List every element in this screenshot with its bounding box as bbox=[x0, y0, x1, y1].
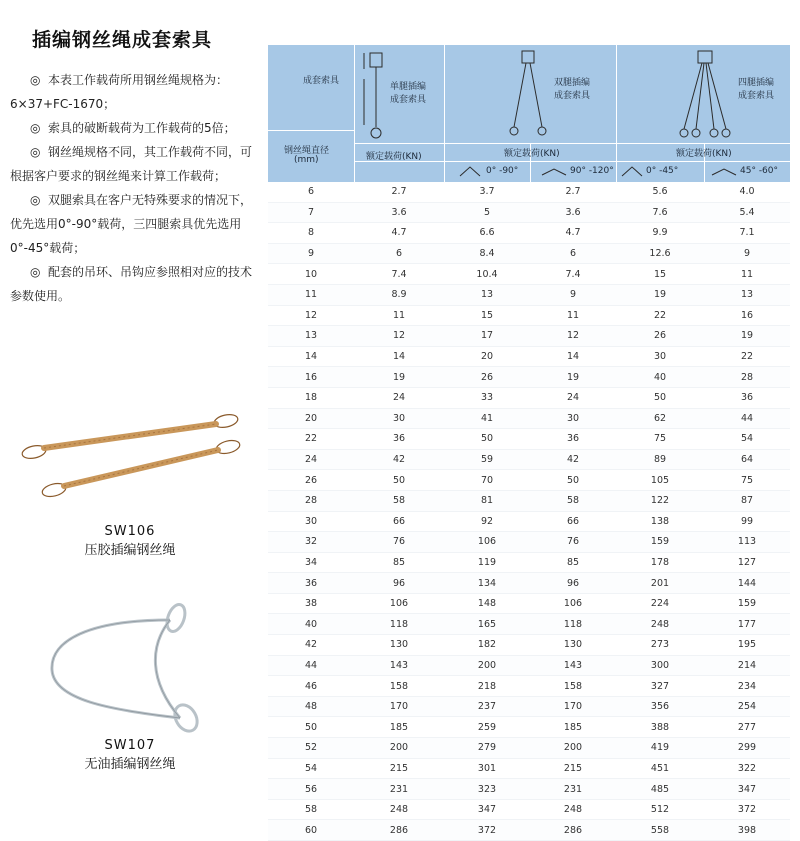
load-cell: 113 bbox=[704, 532, 790, 553]
load-cell: 286 bbox=[354, 820, 444, 841]
load-cell: 356 bbox=[616, 696, 704, 717]
note-item: ◎ 钢丝绳规格不同，其工作载荷不同，可根据客户要求的钢丝绳来计算工作载荷； bbox=[10, 140, 260, 188]
load-cell: 12 bbox=[530, 326, 616, 347]
load-cell: 185 bbox=[354, 717, 444, 738]
bullet-icon: ◎ bbox=[30, 73, 41, 87]
load-cell: 59 bbox=[444, 449, 530, 470]
product-code: SW106 bbox=[104, 524, 156, 539]
load-cell: 419 bbox=[616, 738, 704, 759]
page-title: 插编钢丝绳成套索具 bbox=[32, 29, 213, 51]
load-cell: 12.6 bbox=[616, 243, 704, 264]
table-row bbox=[268, 305, 790, 326]
angle-icon bbox=[620, 164, 644, 178]
diameter-cell: 26 bbox=[268, 470, 354, 491]
load-cell: 66 bbox=[530, 511, 616, 532]
diameter-cell: 20 bbox=[268, 408, 354, 429]
diameter-cell: 40 bbox=[268, 614, 354, 635]
load-cell: 87 bbox=[704, 490, 790, 511]
load-cell: 50 bbox=[530, 470, 616, 491]
load-cell: 237 bbox=[444, 696, 530, 717]
table-row bbox=[268, 264, 790, 285]
table-row bbox=[268, 676, 790, 697]
load-cell: 127 bbox=[704, 552, 790, 573]
load-cell: 182 bbox=[444, 635, 530, 656]
product-sw107 bbox=[60, 738, 200, 772]
load-cell: 558 bbox=[616, 820, 704, 841]
load-cell: 322 bbox=[704, 758, 790, 779]
load-cell: 5.4 bbox=[704, 202, 790, 223]
load-cell: 327 bbox=[616, 676, 704, 697]
load-cell: 170 bbox=[530, 696, 616, 717]
diameter-cell: 22 bbox=[268, 429, 354, 450]
load-cell: 16 bbox=[704, 305, 790, 326]
load-cell: 30 bbox=[530, 408, 616, 429]
load-cell: 231 bbox=[530, 779, 616, 800]
rated-load-single: 额定载荷(KN) bbox=[366, 152, 422, 162]
load-cell: 248 bbox=[616, 614, 704, 635]
load-table-body bbox=[268, 182, 790, 841]
load-cell: 323 bbox=[444, 779, 530, 800]
load-cell: 301 bbox=[444, 758, 530, 779]
load-cell: 388 bbox=[616, 717, 704, 738]
rated-load-four: 额定载荷(KN) bbox=[676, 149, 732, 159]
load-cell: 130 bbox=[530, 635, 616, 656]
four-leg-label: 四腿插编 成套索具 bbox=[738, 78, 775, 101]
load-cell: 158 bbox=[530, 676, 616, 697]
load-cell: 33 bbox=[444, 387, 530, 408]
diameter-cell: 28 bbox=[268, 490, 354, 511]
load-cell: 118 bbox=[530, 614, 616, 635]
load-cell: 4.7 bbox=[530, 223, 616, 244]
diameter-cell: 6 bbox=[268, 182, 354, 202]
diameter-cell: 36 bbox=[268, 573, 354, 594]
table-row bbox=[268, 758, 790, 779]
load-cell: 19 bbox=[354, 367, 444, 388]
load-cell: 215 bbox=[530, 758, 616, 779]
load-cell: 347 bbox=[444, 799, 530, 820]
load-cell: 9.9 bbox=[616, 223, 704, 244]
table-row bbox=[268, 470, 790, 491]
load-cell: 512 bbox=[616, 799, 704, 820]
double-leg-label: 双腿插编 成套索具 bbox=[554, 78, 591, 101]
bullet-icon: ◎ bbox=[30, 121, 41, 135]
load-cell: 36 bbox=[530, 429, 616, 450]
load-cell: 224 bbox=[616, 593, 704, 614]
load-cell: 159 bbox=[616, 532, 704, 553]
note-item: ◎ 双腿索具在客户无特殊要求的情况下，优先选用0°-90°载荷，三四腿索具优先选用0°-45°载荷； bbox=[10, 188, 260, 260]
load-cell: 13 bbox=[444, 284, 530, 305]
load-cell: 50 bbox=[444, 429, 530, 450]
load-cell: 11 bbox=[354, 305, 444, 326]
load-cell: 277 bbox=[704, 717, 790, 738]
product-code: SW107 bbox=[104, 738, 156, 753]
single-leg-label: 单腿插编 成套索具 bbox=[390, 82, 427, 105]
angle-icon bbox=[710, 164, 738, 178]
load-cell: 134 bbox=[444, 573, 530, 594]
table-row bbox=[268, 429, 790, 450]
table-row bbox=[268, 573, 790, 594]
note-item: ◎ 索具的破断载荷为工作载荷的5倍； bbox=[10, 116, 260, 140]
load-cell: 8.9 bbox=[354, 284, 444, 305]
product-name: 压胶插编钢丝绳 bbox=[84, 543, 176, 558]
diameter-cell: 54 bbox=[268, 758, 354, 779]
load-cell: 41 bbox=[444, 408, 530, 429]
load-cell: 200 bbox=[530, 738, 616, 759]
diameter-cell: 38 bbox=[268, 593, 354, 614]
notes-list bbox=[10, 68, 260, 308]
diameter-cell: 7 bbox=[268, 202, 354, 223]
table-row bbox=[268, 367, 790, 388]
load-cell: 485 bbox=[616, 779, 704, 800]
load-cell: 75 bbox=[704, 470, 790, 491]
load-cell: 5.6 bbox=[616, 182, 704, 202]
load-cell: 54 bbox=[704, 429, 790, 450]
load-cell: 76 bbox=[530, 532, 616, 553]
sw107-rope-image bbox=[30, 600, 230, 740]
load-cell: 76 bbox=[354, 532, 444, 553]
table-row bbox=[268, 738, 790, 759]
diameter-cell: 46 bbox=[268, 676, 354, 697]
load-cell: 451 bbox=[616, 758, 704, 779]
table-row bbox=[268, 243, 790, 264]
diameter-cell: 42 bbox=[268, 635, 354, 656]
load-cell: 144 bbox=[704, 573, 790, 594]
load-cell: 20 bbox=[444, 346, 530, 367]
load-cell: 6 bbox=[530, 243, 616, 264]
table-row bbox=[268, 326, 790, 347]
load-cell: 42 bbox=[354, 449, 444, 470]
load-cell: 89 bbox=[616, 449, 704, 470]
diameter-cell: 44 bbox=[268, 655, 354, 676]
product-sw106 bbox=[60, 524, 200, 558]
load-cell: 185 bbox=[530, 717, 616, 738]
table-row bbox=[268, 346, 790, 367]
diameter-cell: 60 bbox=[268, 820, 354, 841]
load-cell: 119 bbox=[444, 552, 530, 573]
load-cell: 3.6 bbox=[530, 202, 616, 223]
load-cell: 106 bbox=[444, 532, 530, 553]
diameter-cell: 11 bbox=[268, 284, 354, 305]
load-cell: 215 bbox=[354, 758, 444, 779]
diameter-unit: (mm) bbox=[294, 155, 319, 165]
diameter-cell: 34 bbox=[268, 552, 354, 573]
load-cell: 200 bbox=[444, 655, 530, 676]
load-cell: 3.7 bbox=[444, 182, 530, 202]
load-cell: 7.4 bbox=[354, 264, 444, 285]
load-cell: 201 bbox=[616, 573, 704, 594]
load-cell: 7.6 bbox=[616, 202, 704, 223]
table-row bbox=[268, 820, 790, 841]
load-cell: 30 bbox=[354, 408, 444, 429]
load-cell: 195 bbox=[704, 635, 790, 656]
bullet-icon: ◎ bbox=[30, 265, 41, 279]
load-cell: 62 bbox=[616, 408, 704, 429]
load-cell: 14 bbox=[354, 346, 444, 367]
load-cell: 81 bbox=[444, 490, 530, 511]
load-cell: 14 bbox=[530, 346, 616, 367]
angle-label: 0° -90° bbox=[486, 166, 519, 176]
diameter-cell: 56 bbox=[268, 779, 354, 800]
load-cell: 248 bbox=[530, 799, 616, 820]
table-row bbox=[268, 182, 790, 202]
load-cell: 30 bbox=[616, 346, 704, 367]
table-row bbox=[268, 717, 790, 738]
table-row bbox=[268, 284, 790, 305]
diameter-cell: 58 bbox=[268, 799, 354, 820]
angle-label: 0° -45° bbox=[646, 166, 679, 176]
load-cell: 6.6 bbox=[444, 223, 530, 244]
load-cell: 158 bbox=[354, 676, 444, 697]
four-leg-sling-icon bbox=[676, 49, 736, 141]
table-row bbox=[268, 696, 790, 717]
load-cell: 75 bbox=[616, 429, 704, 450]
load-cell: 40 bbox=[616, 367, 704, 388]
note-item: ◎ 配套的吊环、吊钩应参照相对应的技术参数使用。 bbox=[10, 260, 260, 308]
diameter-cell: 8 bbox=[268, 223, 354, 244]
diameter-cell: 30 bbox=[268, 511, 354, 532]
load-cell: 11 bbox=[704, 264, 790, 285]
load-cell: 143 bbox=[530, 655, 616, 676]
load-cell: 11 bbox=[530, 305, 616, 326]
load-cell: 234 bbox=[704, 676, 790, 697]
load-cell: 300 bbox=[616, 655, 704, 676]
load-cell: 248 bbox=[354, 799, 444, 820]
load-cell: 17 bbox=[444, 326, 530, 347]
load-cell: 4.7 bbox=[354, 223, 444, 244]
table-row bbox=[268, 511, 790, 532]
load-cell: 148 bbox=[444, 593, 530, 614]
diameter-cell: 32 bbox=[268, 532, 354, 553]
table-row bbox=[268, 408, 790, 429]
load-table bbox=[268, 45, 790, 841]
table-header bbox=[268, 45, 790, 182]
table-row bbox=[268, 779, 790, 800]
load-cell: 22 bbox=[704, 346, 790, 367]
load-cell: 106 bbox=[530, 593, 616, 614]
diameter-cell: 14 bbox=[268, 346, 354, 367]
angle-label: 90° -120° bbox=[570, 166, 614, 176]
load-cell: 7.1 bbox=[704, 223, 790, 244]
load-cell: 8.4 bbox=[444, 243, 530, 264]
load-cell: 200 bbox=[354, 738, 444, 759]
load-cell: 273 bbox=[616, 635, 704, 656]
load-cell: 165 bbox=[444, 614, 530, 635]
diameter-cell: 9 bbox=[268, 243, 354, 264]
load-cell: 398 bbox=[704, 820, 790, 841]
table-row bbox=[268, 449, 790, 470]
table-row bbox=[268, 614, 790, 635]
load-cell: 24 bbox=[354, 387, 444, 408]
table-row bbox=[268, 387, 790, 408]
load-cell: 3.6 bbox=[354, 202, 444, 223]
single-leg-sling-icon bbox=[360, 49, 390, 141]
table-row bbox=[268, 799, 790, 820]
load-cell: 64 bbox=[704, 449, 790, 470]
load-cell: 5 bbox=[444, 202, 530, 223]
load-cell: 9 bbox=[530, 284, 616, 305]
load-cell: 24 bbox=[530, 387, 616, 408]
angle-icon bbox=[540, 164, 568, 178]
load-cell: 13 bbox=[704, 284, 790, 305]
table-row bbox=[268, 593, 790, 614]
load-cell: 372 bbox=[444, 820, 530, 841]
load-cell: 26 bbox=[444, 367, 530, 388]
table-row bbox=[268, 552, 790, 573]
load-cell: 177 bbox=[704, 614, 790, 635]
load-cell: 372 bbox=[704, 799, 790, 820]
diameter-cell: 52 bbox=[268, 738, 354, 759]
load-cell: 85 bbox=[530, 552, 616, 573]
load-cell: 58 bbox=[354, 490, 444, 511]
load-cell: 130 bbox=[354, 635, 444, 656]
load-cell: 347 bbox=[704, 779, 790, 800]
table-row bbox=[268, 532, 790, 553]
load-cell: 19 bbox=[704, 326, 790, 347]
load-cell: 279 bbox=[444, 738, 530, 759]
double-leg-sling-icon bbox=[504, 49, 554, 141]
load-cell: 118 bbox=[354, 614, 444, 635]
load-cell: 19 bbox=[530, 367, 616, 388]
load-cell: 259 bbox=[444, 717, 530, 738]
load-cell: 44 bbox=[704, 408, 790, 429]
diameter-cell: 24 bbox=[268, 449, 354, 470]
diameter-label: 钢丝绳直径 bbox=[284, 146, 330, 156]
rated-load-double: 额定载荷(KN) bbox=[504, 149, 560, 159]
load-cell: 66 bbox=[354, 511, 444, 532]
load-cell: 7.4 bbox=[530, 264, 616, 285]
load-cell: 15 bbox=[616, 264, 704, 285]
load-cell: 2.7 bbox=[354, 182, 444, 202]
load-cell: 178 bbox=[616, 552, 704, 573]
load-cell: 50 bbox=[616, 387, 704, 408]
load-cell: 70 bbox=[444, 470, 530, 491]
load-cell: 105 bbox=[616, 470, 704, 491]
product-name: 无油插编钢丝绳 bbox=[84, 757, 176, 772]
angle-icon bbox=[458, 164, 482, 178]
load-cell: 6 bbox=[354, 243, 444, 264]
load-cell: 36 bbox=[354, 429, 444, 450]
set-label: 成套索具 bbox=[303, 76, 340, 86]
load-cell: 42 bbox=[530, 449, 616, 470]
load-cell: 170 bbox=[354, 696, 444, 717]
load-cell: 159 bbox=[704, 593, 790, 614]
load-cell: 26 bbox=[616, 326, 704, 347]
load-cell: 122 bbox=[616, 490, 704, 511]
load-cell: 106 bbox=[354, 593, 444, 614]
diameter-cell: 18 bbox=[268, 387, 354, 408]
load-cell: 138 bbox=[616, 511, 704, 532]
bullet-icon: ◎ bbox=[30, 193, 41, 207]
load-cell: 99 bbox=[704, 511, 790, 532]
note-item: ◎ 本表工作载荷所用钢丝绳规格为：6×37+FC-1670； bbox=[10, 68, 260, 116]
table-row bbox=[268, 223, 790, 244]
diameter-cell: 12 bbox=[268, 305, 354, 326]
load-cell: 19 bbox=[616, 284, 704, 305]
load-cell: 10.4 bbox=[444, 264, 530, 285]
table-row bbox=[268, 635, 790, 656]
load-cell: 4.0 bbox=[704, 182, 790, 202]
load-cell: 22 bbox=[616, 305, 704, 326]
sw106-rope-image bbox=[18, 410, 248, 505]
load-cell: 299 bbox=[704, 738, 790, 759]
info-panel bbox=[0, 0, 262, 807]
load-cell: 92 bbox=[444, 511, 530, 532]
load-cell: 143 bbox=[354, 655, 444, 676]
diameter-cell: 48 bbox=[268, 696, 354, 717]
load-cell: 12 bbox=[354, 326, 444, 347]
load-cell: 2.7 bbox=[530, 182, 616, 202]
load-cell: 28 bbox=[704, 367, 790, 388]
diameter-cell: 16 bbox=[268, 367, 354, 388]
load-cell: 231 bbox=[354, 779, 444, 800]
load-cell: 96 bbox=[530, 573, 616, 594]
load-cell: 85 bbox=[354, 552, 444, 573]
diameter-cell: 13 bbox=[268, 326, 354, 347]
load-cell: 214 bbox=[704, 655, 790, 676]
load-cell: 218 bbox=[444, 676, 530, 697]
diameter-cell: 10 bbox=[268, 264, 354, 285]
load-cell: 58 bbox=[530, 490, 616, 511]
bullet-icon: ◎ bbox=[30, 145, 41, 159]
load-cell: 254 bbox=[704, 696, 790, 717]
angle-label: 45° -60° bbox=[740, 166, 779, 176]
load-cell: 36 bbox=[704, 387, 790, 408]
load-cell: 9 bbox=[704, 243, 790, 264]
load-cell: 15 bbox=[444, 305, 530, 326]
load-cell: 286 bbox=[530, 820, 616, 841]
load-cell: 50 bbox=[354, 470, 444, 491]
load-cell: 96 bbox=[354, 573, 444, 594]
diameter-cell: 50 bbox=[268, 717, 354, 738]
table-row bbox=[268, 655, 790, 676]
table-row bbox=[268, 490, 790, 511]
table-row bbox=[268, 202, 790, 223]
